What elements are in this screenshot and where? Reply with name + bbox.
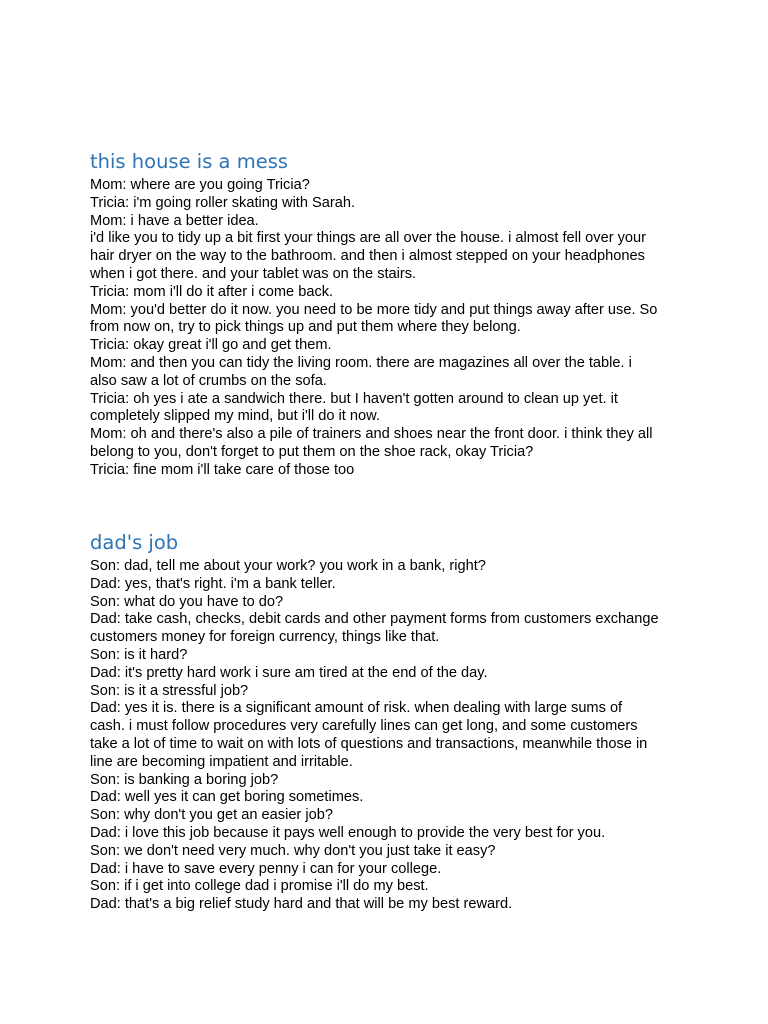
section-dads-job [90,529,690,914]
dialogue-line: Dad: i love this job because it pays well enough to provide the very best for you. [90,824,606,841]
dialogue-line: take a lot of time to wait on with lots of questions and transactions, meanwhile those in [90,735,648,752]
dialogue-line: Dad: i have to save every penny i can for your college. [90,860,442,877]
dialogue-line: Tricia: okay great i'll go and get them. [90,337,332,354]
dialogue-line: cash. i must follow procedures very carefully lines can get long, and some customers [90,718,638,735]
dialogue-line: i'd like you to tidy up a bit first your things are all over the house. i almost fell over your [90,230,646,247]
dialogue-line: hair dryer on the way to the bathroom. and then i almost stepped on your headphones [90,248,645,265]
dialogue-line: line are becoming impatient and irritable. [90,753,353,770]
dialogue-line: Mom: oh and there's also a pile of trainers and shoes near the front door. i think they all [90,426,653,443]
dialogue-line: also saw a lot of crumbs on the sofa. [90,372,327,389]
dialogue-line: completely slipped my mind, but i'll do it now. [90,408,380,425]
dialogue-line: belong to you, don't forget to put them on the shoe rack, okay Tricia? [90,443,534,460]
dialogue-text [90,177,690,480]
dialogue-line: Tricia: fine mom i'll take care of those too [90,461,355,478]
dialogue-line: Son: why don't you get an easier job? [90,807,333,824]
dialogue-line: Dad: that's a big relief study hard and that will be my best reward. [90,896,513,913]
dialogue-line: Mom: i have a better idea. [90,212,259,229]
dialogue-line: when i got there. and your tablet was on the stairs. [90,265,417,282]
dialogue-line: Mom: you'd better do it now. you need to be more tidy and put things away after use. So [90,301,658,318]
dialogue-line: Dad: take cash, checks, debit cards and other payment forms from customers exchange [90,611,659,628]
dialogue-line: Son: is it a stressful job? [90,682,249,699]
dialogue-line: customers money for foreign currency, things like that. [90,629,440,646]
dialogue-line: Dad: it's pretty hard work i sure am tired at the end of the day. [90,664,488,681]
dialogue-line: Son: is banking a boring job? [90,771,279,788]
dialogue-line: Son: what do you have to do? [90,593,284,610]
section-title: this house is a mess [90,150,289,173]
dialogue-line: Tricia: mom i'll do it after i come back. [90,283,334,300]
dialogue-line: Dad: yes it is. there is a significant amount of risk. when dealing with large sums of [90,700,623,717]
dialogue-line: Son: dad, tell me about your work? you work in a bank, right? [90,558,486,574]
dialogue-line: Dad: well yes it can get boring sometimes. [90,789,364,806]
section-house-mess [90,148,690,480]
dialogue-line: Mom: and then you can tidy the living room. there are magazines all over the table. i [90,354,632,371]
dialogue-line: Mom: where are you going Tricia? [90,177,310,193]
dialogue-line: Tricia: oh yes i ate a sandwich there. but I haven't gotten around to clean up yet. it [90,390,618,407]
section-title: dad's job [90,531,179,554]
dialogue-text [90,558,690,914]
dialogue-line: Son: we don't need very much. why don't you just take it easy? [90,842,496,859]
dialogue-line: from now on, try to pick things up and put them where they belong. [90,319,521,336]
dialogue-line: Dad: yes, that's right. i'm a bank teller. [90,575,336,592]
dialogue-line: Son: if i get into college dad i promise i'll do my best. [90,878,429,895]
dialogue-line: Son: is it hard? [90,646,188,663]
dialogue-line: Tricia: i'm going roller skating with Sarah. [90,194,356,211]
